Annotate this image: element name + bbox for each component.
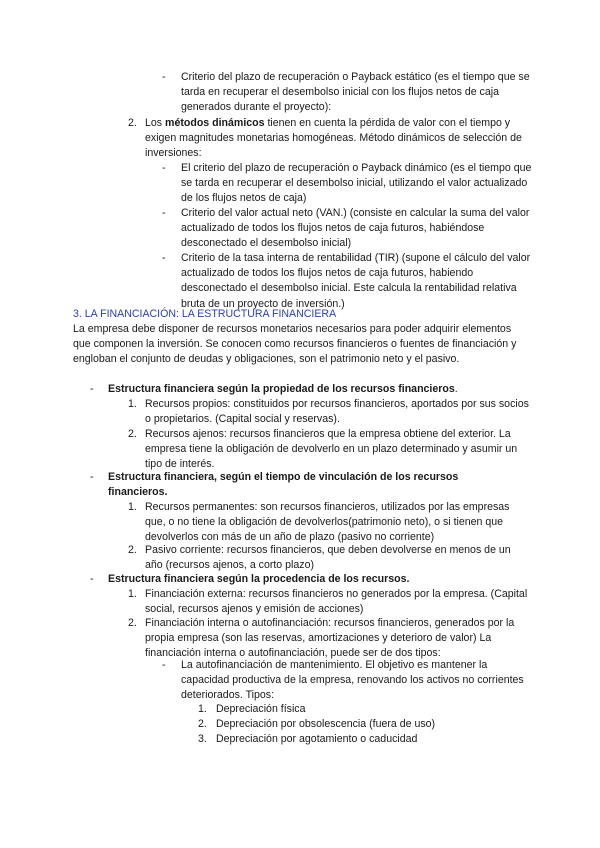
structure-title: Estructura financiera según la propiedad de los recursos financieros. <box>108 383 458 395</box>
list-item <box>162 658 532 704</box>
criterion-text: El criterio del plazo de recuperación o Payback dinámico (es el tiempo que se tarda en recuperar el desembolso inicial, utilizando el valor actualizado de los flujos netos de caja) <box>181 162 532 205</box>
section-heading: 3. LA FINANCIACIÓN: LA ESTRUCTURA FINANCIERA <box>73 308 337 320</box>
dash-marker: - <box>162 162 166 174</box>
list-item-text: Recursos ajenos: recursos financieros que la empresa obtiene del exterior. La empresa tiene la obligación de devolverlo en un plazo determinado y asumir un tipo de interés. <box>145 428 518 471</box>
structure-title: Estructura financiera según la procedencia de los recursos. <box>108 573 410 585</box>
dash-marker: - <box>162 207 166 219</box>
list-item-text: Recursos permanentes: son recursos financieros, utilizados por las empresas que, o no tiene la obligación de devolverlos(patrimonio neto), o si tienen que devolverlos con más de un año de plazo (pasivo no corriente) <box>145 501 510 544</box>
list-item <box>198 717 528 732</box>
list-number: 2. <box>128 617 137 629</box>
list-item <box>198 702 528 717</box>
list-item <box>162 206 532 252</box>
dash-marker: - <box>162 659 166 671</box>
dynamic-methods-term: métodos dinámicos <box>165 117 265 129</box>
list-item <box>128 427 530 473</box>
list-item <box>128 543 530 573</box>
list-item-text: Depreciación física <box>216 703 306 715</box>
list-item <box>162 251 532 312</box>
dash-marker: - <box>90 471 94 483</box>
list-number: 1. <box>128 398 137 410</box>
self-financing-text: La autofinanciación de mantenimiento. El objetivo es mantener la capacidad productiva de la empresa, renovando los activos no corrientes deteriorados. Tipos: <box>181 659 524 702</box>
list-number: 2. <box>128 428 137 440</box>
list-number: 1. <box>198 703 207 715</box>
list-item <box>128 116 532 162</box>
list-number: 2. <box>198 718 207 730</box>
list-number: 2. <box>128 117 137 129</box>
list-item-text: Depreciación por obsolescencia (fuera de uso) <box>216 718 436 730</box>
intro-paragraph: La empresa debe disponer de recursos monetarios necesarios para poder adquirir elementos que componen la inversión. Se conocen como recursos financieros o fuentes de financiación y engloban el conjunto de deudas y obligaciones, son el patrimonio neto y el pasivo. <box>73 323 517 366</box>
list-item-text: Recursos propios: constituidos por recursos financieros, aportados por sus socios o propietarios. (Capital social y reservas). <box>145 398 529 426</box>
structure-heading <box>90 382 530 397</box>
dynamic-methods-text: Los métodos dinámicos tienen en cuenta la pérdida de valor con el tiempo y exigen magnitudes monetarias homogéneas. Método dinámicos de selección de inversiones: <box>145 117 522 160</box>
list-number: 1. <box>128 501 137 513</box>
structure-heading <box>90 470 490 500</box>
criterion-text: Criterio del plazo de recuperación o Payback estático (es el tiempo que se tarda en recuperar el desembolso inicial con los flujos netos de caja generados durante el proyecto): <box>181 71 530 114</box>
list-item <box>128 500 530 546</box>
criterion-text: Criterio del valor actual neto (VAN.) (consiste en calcular la suma del valor actualizado de todos los flujos netos de caja futuros, habiéndose desconectado el desembolso inicial) <box>181 207 530 250</box>
list-item <box>128 587 530 617</box>
list-item-text: Financiación interna o autofinanciación: recursos financieros, generados por la propia empresa (son las reservas, amortizaciones y deterioro de valor) La financiación interna o autofinanciación, puede ser de dos tipos: <box>145 617 515 660</box>
list-item <box>162 70 532 116</box>
dash-marker: - <box>162 71 166 83</box>
dash-marker: - <box>162 252 166 264</box>
structure-title: Estructura financiera, según el tiempo de vinculación de los recursos financieros. <box>108 471 459 499</box>
list-number: 2. <box>128 544 137 556</box>
list-item <box>128 616 530 662</box>
list-number: 1. <box>128 588 137 600</box>
list-item-text: Financiación externa: recursos financieros no generados por la empresa. (Capital social, recursos ajenos y emisión de acciones) <box>145 588 528 616</box>
structure-heading <box>90 572 530 587</box>
dash-marker: - <box>90 383 94 395</box>
list-item <box>162 161 532 207</box>
list-item <box>128 397 530 427</box>
list-item-text: Pasivo corriente: recursos financieros, que deben devolverse en menos de un año (recursos ajenos, a corto plazo) <box>145 544 511 572</box>
dash-marker: - <box>90 573 94 585</box>
list-item-text: Depreciación por agotamiento o caducidad <box>216 733 418 745</box>
list-item <box>198 732 528 747</box>
list-number: 3. <box>198 733 207 745</box>
criterion-text: Criterio de la tasa interna de rentabilidad (TIR) (supone el cálculo del valor actualizado de todos los flujos netos de caja futuros, habiendo desconectado el desembolso inicial. Este calcula la rentabilidad relativa bruta de un proyecto de inversión.) <box>181 252 531 310</box>
